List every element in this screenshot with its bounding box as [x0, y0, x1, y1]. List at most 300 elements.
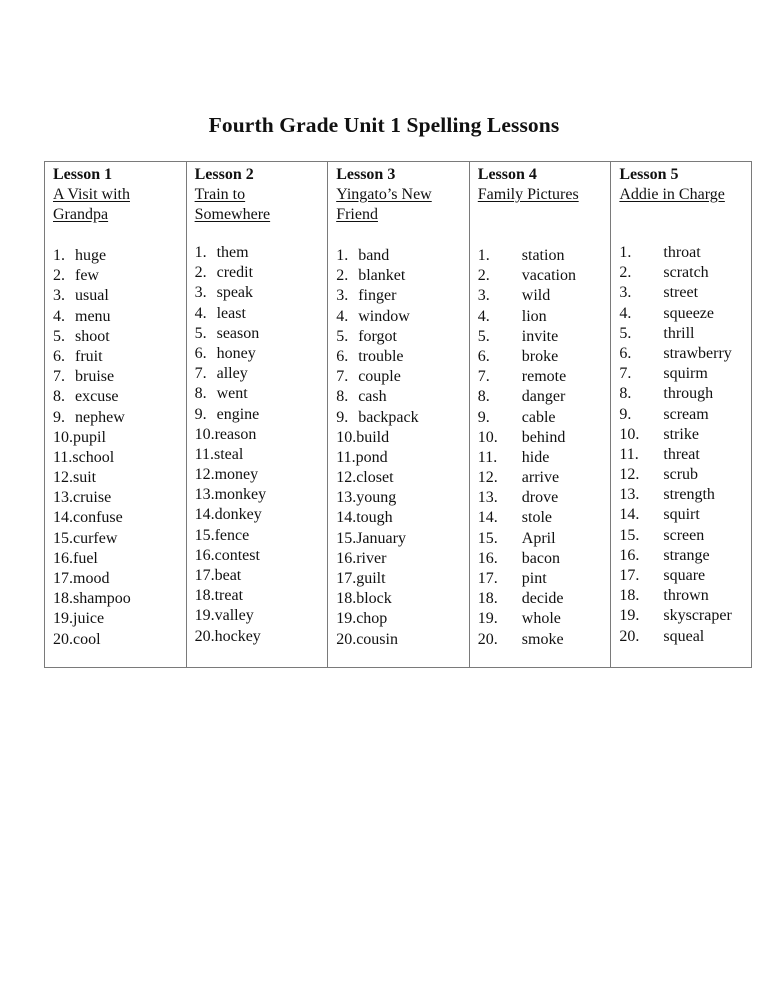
word-text: trouble [358, 347, 404, 365]
lesson-header [195, 165, 323, 225]
word-text: alley [216, 365, 248, 383]
spelling-word [619, 344, 731, 364]
word-number: 3. [53, 287, 65, 305]
spelling-word [53, 286, 131, 306]
spelling-word [195, 546, 267, 566]
word-number: 10. [53, 428, 73, 446]
word-number: 12. [619, 466, 640, 484]
word-number: 1. [477, 247, 490, 264]
word-number: 11. [477, 448, 498, 466]
lesson-header [619, 165, 747, 205]
spelling-word [619, 445, 731, 465]
lesson-number: Lesson 5 [619, 166, 679, 183]
word-text: cable [521, 408, 556, 426]
word-text: chop [356, 610, 388, 628]
word-text: January [356, 529, 406, 547]
story-title-line: Addie in Charge [619, 186, 725, 203]
spelling-word [53, 367, 131, 387]
story-title-line: Somewhere [194, 206, 271, 223]
word-number: 7. [336, 368, 349, 386]
word-text: thrill [663, 324, 695, 342]
lesson-number: Lesson 4 [477, 166, 537, 183]
spelling-word [336, 468, 418, 488]
spelling-word [619, 465, 731, 485]
word-number: 18. [619, 587, 640, 605]
word-number: 5. [477, 327, 490, 345]
word-number: 18. [477, 590, 498, 608]
story-title [53, 185, 181, 225]
word-number: 3. [336, 287, 349, 305]
spelling-word [478, 367, 576, 387]
word-number: 15. [336, 529, 357, 547]
spelling-word [619, 526, 731, 546]
spelling-word [53, 428, 131, 448]
word-list [336, 246, 418, 650]
story-title [195, 185, 323, 225]
word-number: 12. [194, 466, 215, 484]
word-text: closet [356, 469, 394, 487]
word-number: 16. [53, 549, 73, 567]
word-number: 19. [53, 610, 73, 628]
word-number: 11. [619, 445, 639, 463]
word-text: fruit [75, 347, 103, 365]
word-text: season [216, 324, 260, 342]
word-number: 13. [194, 486, 215, 504]
spelling-word [478, 569, 576, 589]
word-text: squirm [663, 365, 708, 383]
word-list [195, 243, 267, 647]
spelling-word [53, 569, 131, 589]
word-number: 8. [619, 385, 632, 403]
lesson-header [53, 165, 181, 225]
word-number: 2. [336, 267, 349, 285]
spelling-word [195, 445, 267, 465]
word-text: tough [356, 509, 393, 527]
spelling-word [336, 630, 418, 650]
word-text: scrub [663, 466, 699, 484]
spelling-word [53, 488, 131, 508]
spelling-word [53, 266, 131, 286]
word-number: 9. [194, 405, 207, 423]
word-number: 15. [477, 529, 498, 547]
spelling-word [195, 364, 267, 384]
word-text: invite [521, 327, 559, 345]
spelling-word [619, 324, 731, 344]
word-text: engine [216, 405, 260, 423]
word-text: credit [216, 264, 254, 282]
spelling-word [195, 505, 267, 525]
lesson-column-5 [611, 162, 751, 667]
spelling-word [195, 526, 267, 546]
spelling-word [53, 448, 131, 468]
word-number: 12. [336, 469, 357, 487]
spelling-word [336, 589, 418, 609]
word-text: fuel [73, 549, 98, 567]
spelling-word [478, 448, 576, 468]
story-title-line: Friend [336, 206, 378, 223]
word-text: went [216, 385, 248, 403]
word-number: 15. [194, 526, 215, 544]
word-text: usual [75, 287, 109, 305]
word-text: money [214, 466, 259, 484]
spelling-word [619, 405, 731, 425]
word-number: 14. [53, 509, 73, 527]
word-number: 5. [53, 327, 65, 345]
word-text: scratch [663, 264, 709, 282]
word-text: school [72, 448, 115, 466]
word-text: river [356, 549, 387, 567]
lesson-column-4 [470, 162, 612, 667]
word-text: station [521, 247, 565, 264]
word-text: hockey [214, 627, 261, 645]
word-text: confuse [73, 509, 123, 527]
spelling-word [195, 344, 267, 364]
word-text: smoke [521, 630, 564, 648]
word-text: strength [663, 486, 715, 504]
word-text: through [663, 385, 714, 403]
word-number: 18. [194, 587, 215, 605]
word-number: 15. [619, 526, 640, 544]
word-text: speak [216, 284, 254, 302]
spelling-word [195, 627, 267, 647]
story-title-line: Train to [194, 186, 246, 203]
word-number: 12. [477, 469, 498, 487]
spelling-word [336, 367, 418, 387]
story-title-line: A Visit with [53, 186, 130, 203]
word-text: beat [214, 567, 242, 584]
word-text: pupil [73, 428, 106, 446]
word-number: 12. [53, 469, 73, 487]
word-number: 20. [619, 627, 640, 645]
lesson-number: Lesson 2 [194, 166, 254, 183]
spelling-word [53, 609, 131, 629]
word-number: 4. [53, 307, 65, 325]
word-text: shoot [75, 327, 110, 345]
word-number: 3. [477, 287, 490, 305]
word-text: decide [521, 590, 564, 608]
word-number: 10. [194, 425, 215, 443]
spelling-word [53, 529, 131, 549]
spelling-word [195, 324, 267, 344]
word-number: 19. [477, 610, 498, 628]
word-text: street [663, 284, 699, 302]
spelling-word [336, 387, 418, 407]
word-list [478, 246, 576, 650]
word-number: 8. [336, 388, 349, 406]
word-text: contest [214, 546, 260, 564]
spelling-word [619, 384, 731, 404]
word-number: 17. [53, 570, 73, 587]
word-number: 20. [194, 627, 215, 645]
word-text: shampoo [73, 590, 131, 608]
word-number: 11. [336, 448, 356, 466]
spelling-word [53, 387, 131, 407]
spelling-word [53, 468, 131, 488]
word-text: valley [214, 607, 254, 625]
word-text: squeal [663, 627, 705, 645]
word-text: pond [355, 448, 388, 466]
spelling-word [478, 307, 576, 327]
spelling-word [195, 263, 267, 283]
word-number: 4. [336, 307, 349, 325]
story-title [619, 185, 747, 205]
word-number: 19. [619, 607, 640, 625]
word-text: screen [663, 526, 705, 544]
word-number: 3. [619, 284, 632, 302]
lesson-number: Lesson 3 [336, 166, 396, 183]
word-number: 19. [336, 610, 357, 628]
word-number: 17. [619, 567, 640, 584]
spelling-word [195, 465, 267, 485]
spelling-word [619, 243, 731, 263]
spelling-word [478, 428, 576, 448]
word-text: cash [358, 388, 387, 406]
spelling-word [619, 586, 731, 606]
spelling-word [619, 263, 731, 283]
story-title [478, 185, 606, 205]
word-text: young [356, 489, 397, 507]
word-number: 7. [194, 365, 207, 383]
word-number: 8. [477, 388, 490, 406]
word-text: bruise [75, 368, 115, 386]
spelling-word [478, 266, 576, 286]
spelling-word [619, 627, 731, 647]
word-text: threat [663, 445, 700, 463]
word-text: strike [663, 425, 699, 443]
word-number: 9. [477, 408, 490, 426]
word-number: 2. [53, 267, 65, 285]
word-text: forgot [358, 327, 397, 345]
spelling-word [195, 566, 267, 586]
word-text: cruise [73, 489, 112, 507]
lesson-column-2 [187, 162, 329, 667]
word-text: least [216, 304, 246, 322]
lesson-header [336, 165, 464, 225]
spelling-word [53, 549, 131, 569]
word-text: few [75, 267, 99, 285]
word-text: behind [521, 428, 566, 446]
word-text: danger [521, 388, 566, 406]
word-number: 4. [194, 304, 207, 322]
word-text: arrive [521, 469, 560, 487]
spelling-word [336, 609, 418, 629]
word-number: 7. [619, 365, 632, 383]
word-text: broke [521, 347, 559, 365]
word-number: 4. [477, 307, 490, 325]
spelling-word [53, 347, 131, 367]
story-title [336, 185, 464, 225]
spelling-word [53, 508, 131, 528]
word-text: blanket [358, 267, 406, 285]
spelling-word [478, 529, 576, 549]
word-number: 16. [194, 546, 215, 564]
spelling-word [336, 246, 418, 266]
word-number: 6. [53, 347, 65, 365]
lesson-column-3 [328, 162, 470, 667]
word-number: 16. [477, 549, 498, 567]
spelling-lessons-table [44, 161, 752, 668]
spelling-word [478, 468, 576, 488]
spelling-word [195, 586, 267, 606]
spelling-word [478, 508, 576, 528]
word-number: 17. [194, 567, 215, 584]
word-number: 10. [336, 428, 357, 446]
word-text: fence [214, 526, 250, 544]
word-number: 18. [53, 590, 73, 608]
story-title-line: Family Pictures [477, 186, 579, 203]
word-number: 1. [53, 247, 65, 264]
spelling-word [336, 488, 418, 508]
word-text: donkey [214, 506, 262, 524]
spelling-word [478, 609, 576, 629]
word-number: 10. [619, 425, 640, 443]
word-number: 6. [619, 344, 632, 362]
word-number: 5. [336, 327, 349, 345]
word-number: 6. [477, 347, 490, 365]
word-text: drove [521, 489, 559, 507]
word-number: 16. [336, 549, 357, 567]
spelling-word [195, 485, 267, 505]
spelling-word [619, 606, 731, 626]
lesson-header [478, 165, 606, 205]
lesson-column-1 [45, 162, 187, 667]
word-list [619, 243, 731, 647]
word-text: square [663, 567, 706, 584]
word-number: 9. [336, 408, 349, 426]
spelling-word [336, 266, 418, 286]
word-number: 10. [477, 428, 498, 446]
word-number: 13. [477, 489, 498, 507]
spelling-word [195, 243, 267, 263]
spelling-word [53, 408, 131, 428]
word-text: strawberry [663, 344, 732, 362]
spelling-word [336, 508, 418, 528]
spelling-word [336, 569, 418, 589]
word-number: 13. [619, 486, 640, 504]
spelling-word [478, 347, 576, 367]
spelling-word [195, 606, 267, 626]
word-number: 5. [194, 324, 207, 342]
word-text: skyscraper [663, 607, 732, 625]
word-text: menu [75, 307, 111, 325]
spelling-word [619, 283, 731, 303]
word-text: bacon [521, 549, 560, 567]
word-number: 16. [619, 546, 640, 564]
word-text: them [216, 244, 249, 261]
word-number: 4. [619, 304, 632, 322]
word-text: squirt [663, 506, 700, 524]
word-number: 20. [336, 630, 357, 648]
word-text: curfew [73, 529, 118, 547]
word-text: treat [214, 587, 244, 605]
word-text: monkey [214, 486, 267, 504]
word-text: lion [521, 307, 547, 325]
spelling-word [336, 286, 418, 306]
word-number: 2. [477, 267, 490, 285]
word-text: scream [663, 405, 709, 423]
word-text: pint [521, 570, 547, 587]
word-number: 3. [194, 284, 207, 302]
spelling-word [195, 283, 267, 303]
spelling-word [336, 307, 418, 327]
spelling-word [336, 408, 418, 428]
spelling-word [336, 448, 418, 468]
word-number: 14. [619, 506, 640, 524]
word-text: block [356, 590, 392, 608]
word-number: 6. [336, 347, 349, 365]
spelling-word [478, 286, 576, 306]
spelling-word [619, 566, 731, 586]
word-text: band [358, 247, 390, 264]
word-text: excuse [75, 388, 119, 406]
spelling-word [619, 505, 731, 525]
word-number: 11. [194, 445, 214, 463]
word-text: stole [521, 509, 552, 527]
word-number: 7. [53, 368, 65, 386]
spelling-word [195, 405, 267, 425]
document-title: Fourth Grade Unit 1 Spelling Lessons [208, 113, 560, 137]
word-list [53, 246, 131, 650]
spelling-word [195, 425, 267, 445]
word-text: huge [75, 247, 107, 264]
spelling-word [53, 246, 131, 266]
word-number: 14. [194, 506, 215, 524]
word-number: 8. [53, 388, 65, 406]
word-number: 17. [336, 570, 357, 587]
word-number: 11. [53, 448, 73, 466]
story-title-line: Grandpa [53, 206, 109, 223]
word-text: window [358, 307, 410, 325]
spelling-word [336, 529, 418, 549]
spelling-word [478, 408, 576, 428]
spelling-word [53, 589, 131, 609]
word-text: couple [358, 368, 401, 386]
word-text: wild [521, 287, 551, 305]
spelling-word [478, 589, 576, 609]
word-number: 9. [53, 408, 65, 426]
spelling-word [619, 546, 731, 566]
spelling-word [195, 304, 267, 324]
word-text: reason [214, 425, 257, 443]
word-number: 14. [336, 509, 357, 527]
spelling-word [336, 347, 418, 367]
word-number: 1. [194, 244, 207, 261]
word-number: 5. [619, 324, 632, 342]
word-number: 20. [477, 630, 498, 648]
word-text: cool [73, 630, 101, 648]
story-title-line: Yingato’s New [336, 186, 432, 203]
word-text: cousin [356, 630, 398, 648]
word-text: whole [521, 610, 561, 628]
word-text: guilt [356, 570, 386, 587]
word-number: 14. [477, 509, 498, 527]
spelling-word [619, 304, 731, 324]
spelling-word [336, 549, 418, 569]
word-text: thrown [663, 587, 709, 605]
spelling-word [619, 485, 731, 505]
word-number: 1. [336, 247, 349, 264]
word-text: juice [73, 610, 105, 628]
spelling-word [195, 384, 267, 404]
word-text: suit [73, 469, 97, 487]
word-text: build [356, 428, 390, 446]
word-text: remote [521, 368, 567, 386]
word-number: 15. [53, 529, 73, 547]
lesson-number: Lesson 1 [53, 166, 113, 183]
word-number: 2. [619, 264, 632, 282]
word-text: steal [214, 445, 244, 463]
word-number: 8. [194, 385, 207, 403]
